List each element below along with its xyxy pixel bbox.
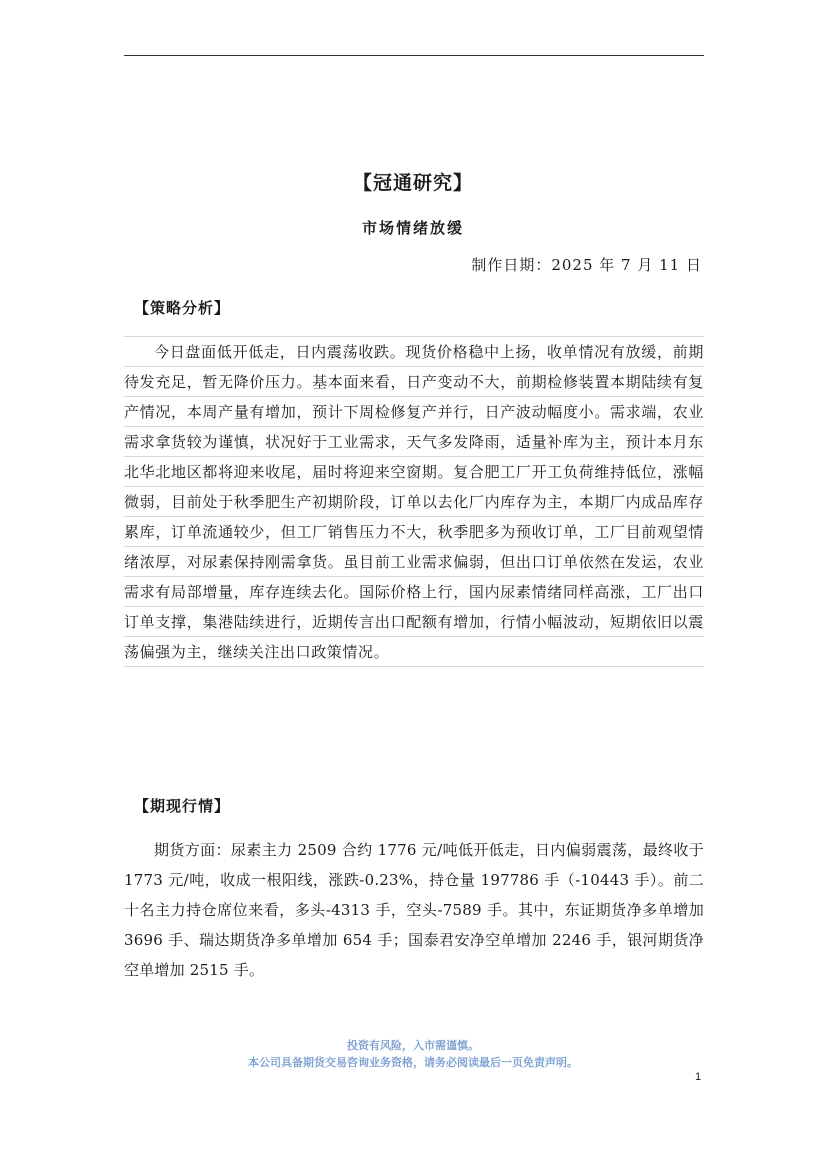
disclaimer-notice: 本公司具备期货交易咨询业务资格，请务必阅读最后一页免责声明。 xyxy=(248,1056,578,1069)
market-paragraph: 期货方面：尿素主力 2509 合约 1776 元/吨低开低走，日内偏弱震荡，最终收于 1773 元/吨，收成一根阳线，涨跌-0.23%，持仓量 197786 手（-10443 手）。前二十名主力持仓席位来看，多头-4313 手，空头-7589 手。其中，东证期货净多单增加 3696 手、瑞达期货净多单增加 654 手；国泰君安净空单增加 2246 手，银河期货净空单增加 2515 手。 xyxy=(124,841,704,979)
document-title: 【冠通研究】 xyxy=(352,172,473,194)
document-date: 制作日期：2025 年 7 月 11 日 xyxy=(471,256,702,274)
strategy-paragraph: 今日盘面低开低走，日内震荡收跌。现货价格稳中上扬，收单情况有放缓，前期待发充足，暂无降价压力。基本面来看，日产变动不大，前期检修装置本期陆续有复产情况，本周产量有增加，预计下周检修复产并行，日产波动幅度小。需求端，农业需求拿货较为谨慎，状况好于工业需求，天气多发降雨，适量补库为主，预计本月东北华北地区都将迎来收尾，届时将迎来空窗期。复合肥工厂开工负荷维持低位，涨幅微弱，目前处于秋季肥生产初期阶段，订单以去化厂内库存为主，本期厂内成品库存累库，订单流通较少，但工厂销售压力不大，秋季肥多为预收订单，工厂目前观望情绪浓厚，对尿素保持刚需拿货。虽目前工业需求偏弱，但出口订单依然在发运，农业需求有局部增量，库存连续去化。国际价格上行，国内尿素情绪同样高涨，工厂出口订单支撑，集港陆续进行，近期传言出口配额有增加，行情小幅波动，短期依旧以震荡偏强为主，继续关注出口政策情况。 xyxy=(124,336,704,667)
header-rule xyxy=(124,55,704,56)
risk-warning: 投资有风险，入市需谨慎。 xyxy=(347,1039,479,1052)
document-subtitle: 市场情绪放缓 xyxy=(361,219,464,237)
strategy-heading: 【策略分析】 xyxy=(134,299,231,317)
page-number: 1 xyxy=(695,1071,702,1083)
market-heading: 【期现行情】 xyxy=(134,797,231,815)
